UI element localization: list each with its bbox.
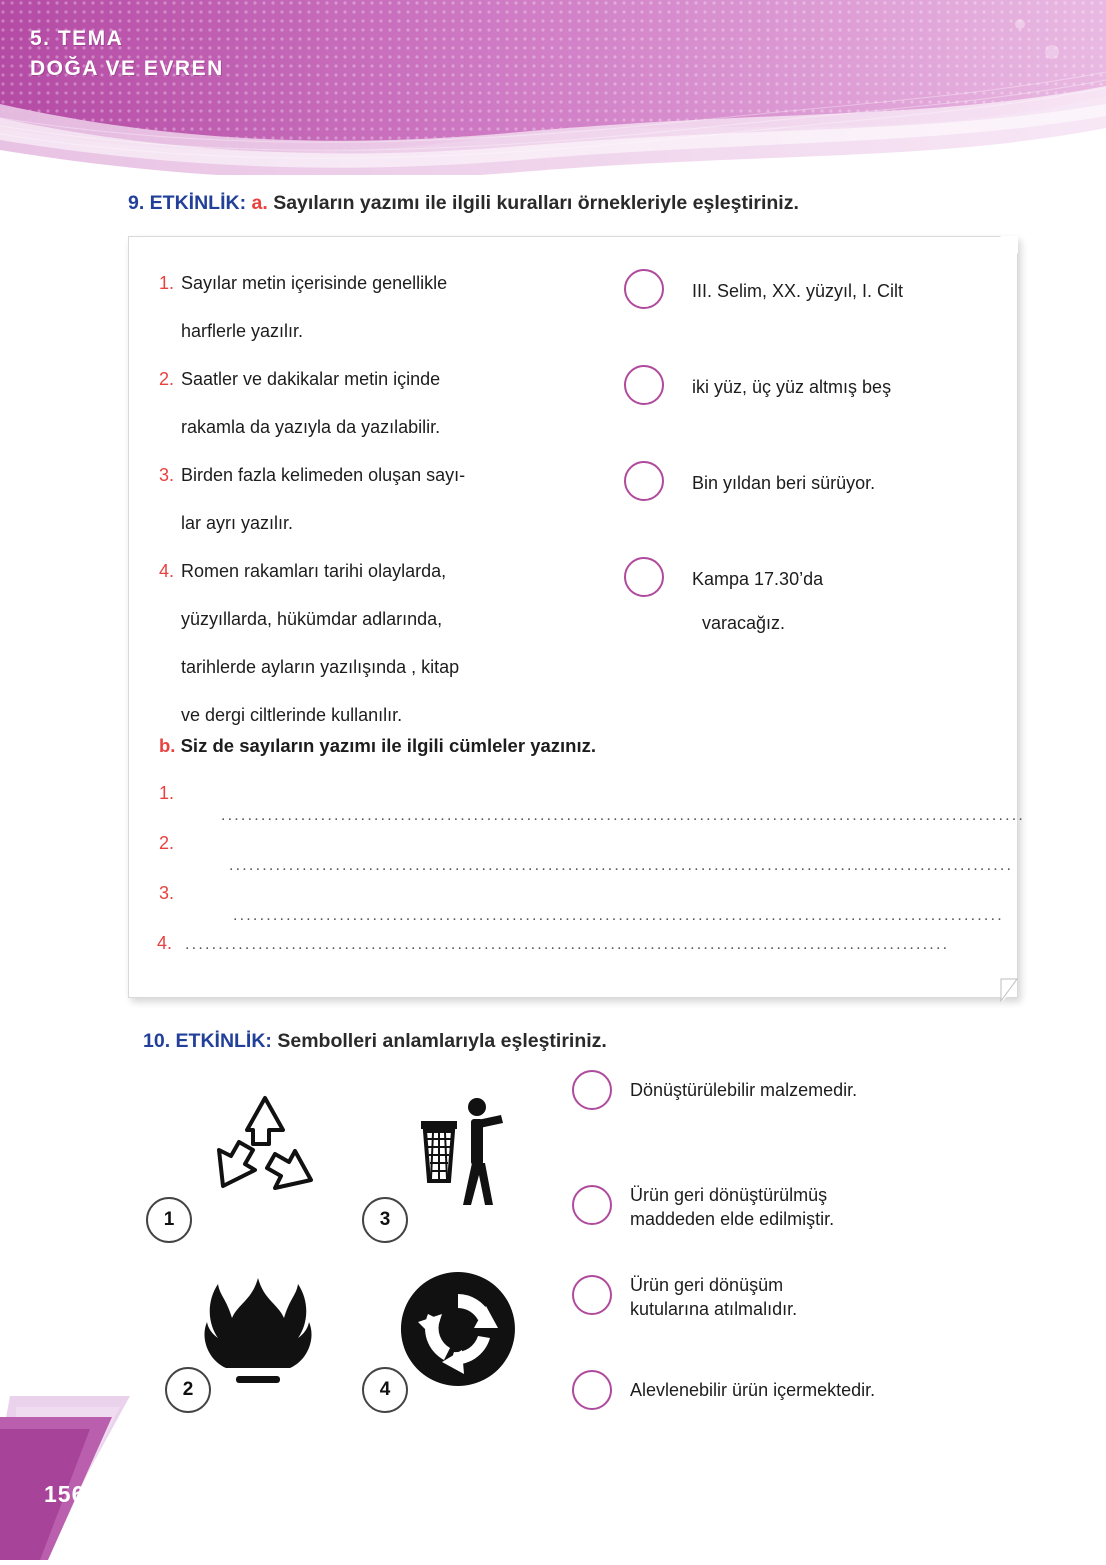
rule-line: Saatler ve dakikalar metin içinde: [181, 369, 441, 389]
meaning-line: Ürün geri dönüştürülmüş: [630, 1185, 828, 1205]
blank-dots: ......................................................................................................................: [229, 857, 1014, 874]
rule-line: Birden fazla kelimeden oluşan sayı-: [181, 465, 466, 485]
example-text: [692, 365, 891, 409]
examples-list: [624, 259, 994, 643]
rule-index: 1.: [159, 273, 175, 293]
recycling-arrows-icon: [195, 1088, 335, 1213]
meaning-text: [630, 1078, 857, 1102]
activity9-number: 9. ETKİNLİK:: [128, 192, 247, 214]
meaning-line: maddeden elde edilmiştir.: [630, 1209, 835, 1230]
part-b-letter: b.: [159, 735, 176, 756]
activity9-instruction: Sayıların yazımı ile ilgili kuralları örnekleriyle eşleştiriniz.: [273, 192, 799, 214]
answer-blank-3[interactable]: [159, 883, 1017, 925]
part-b-instruction: Siz de sayıların yazımı ile ilgili cümleler yazınız.: [180, 735, 596, 756]
activity9-heading: [128, 192, 799, 215]
blank-index: 1.: [159, 783, 175, 803]
blank-dots: ....................................................................................................................: [233, 907, 1004, 924]
symbol-badge-1[interactable]: 1: [146, 1197, 192, 1243]
rule-line: harflerle yazılır.: [181, 321, 304, 341]
theme-number: 5. TEMA: [30, 27, 124, 50]
meaning-text: [630, 1183, 834, 1232]
meaning-line: kutularına atılmalıdır.: [630, 1299, 798, 1320]
page-number-decoration: [0, 1395, 150, 1560]
symbol-badge-2[interactable]: 2: [165, 1367, 211, 1413]
rule-line: ve dergi ciltlerinde kullanılır.: [181, 705, 403, 725]
rule-line: Romen rakamları tarihi olaylarda,: [181, 561, 447, 581]
rule-item[interactable]: [159, 355, 609, 451]
blank-index: 2.: [159, 833, 175, 853]
rule-index: 4.: [159, 561, 175, 581]
symbol-badge-4[interactable]: 4: [362, 1367, 408, 1413]
symbol-badge-3[interactable]: 3: [362, 1197, 408, 1243]
theme-title: [30, 24, 224, 84]
rule-item[interactable]: [159, 547, 609, 739]
flammable-flame-icon: [198, 1272, 318, 1397]
rule-line: yüzyıllarda, hükümdar adlarında,: [181, 609, 443, 629]
match-circle[interactable]: [572, 1275, 612, 1315]
example-item[interactable]: [624, 547, 994, 643]
answer-blank-4[interactable]: [157, 933, 949, 954]
meaning-line: Dönüştürülebilir malzemedir.: [630, 1080, 858, 1100]
activity10-number: 10. ETKİNLİK:: [143, 1030, 272, 1052]
answer-blank-2[interactable]: [159, 833, 1017, 875]
example-line: Kampa 17.30’da: [692, 569, 824, 589]
match-circle[interactable]: [572, 1185, 612, 1225]
page-number: 156: [44, 1481, 86, 1507]
blank-dots: .........................................................................................................................: [221, 807, 1026, 824]
blank-index: 3.: [159, 883, 175, 903]
activity10-instruction: Sembolleri anlamlarıyla eşleştiriniz.: [277, 1030, 607, 1052]
activity9-part-letter: a.: [251, 192, 268, 214]
example-line: III. Selim, XX. yüzyıl, I. Cilt: [692, 281, 904, 301]
meaning-text: [630, 1273, 797, 1322]
meaning-text: [630, 1378, 875, 1402]
example-item[interactable]: [624, 451, 994, 547]
answer-blank-1[interactable]: [159, 783, 1025, 825]
example-text: [692, 461, 875, 505]
activity9-part-b-heading: [159, 735, 596, 757]
meaning-line: Ürün geri dönüşüm: [630, 1275, 784, 1295]
corner-fold-icon: [1000, 236, 1018, 254]
example-line: iki yüz, üç yüz altmış beş: [692, 377, 892, 397]
rule-text: [181, 547, 459, 739]
page-curl-icon: [981, 945, 1021, 1003]
match-circle[interactable]: [624, 365, 664, 405]
match-circle[interactable]: [624, 461, 664, 501]
rule-line: tarihlerde ayların yazılışında , kitap: [181, 657, 460, 677]
page-header-banner: [0, 0, 1106, 175]
rule-text: [181, 451, 465, 547]
rule-line: Sayılar metin içerisinde genellikle: [181, 273, 448, 293]
example-line: varacağız.: [702, 613, 786, 633]
match-circle[interactable]: [572, 1070, 612, 1110]
theme-name: DOĞA VE EVREN: [30, 56, 224, 80]
rule-text: [181, 355, 440, 451]
match-circle[interactable]: [572, 1370, 612, 1410]
activity9-panel: [128, 236, 1026, 998]
activity10-heading: [143, 1030, 607, 1053]
rule-line: lar ayrı yazılır.: [181, 513, 294, 533]
recycled-material-icon: [398, 1270, 518, 1393]
throw-in-bin-icon: [415, 1095, 525, 1215]
rule-item[interactable]: [159, 451, 609, 547]
rule-line: rakamla da yazıyla da yazılabilir.: [181, 417, 441, 437]
rule-index: 3.: [159, 465, 175, 485]
rule-text: [181, 259, 447, 355]
example-text: [692, 269, 903, 313]
match-circle[interactable]: [624, 557, 664, 597]
rules-list: [159, 259, 609, 739]
example-item[interactable]: [624, 259, 994, 355]
blank-dots: ...................................................................................................................: [185, 936, 950, 953]
meaning-line: Alevlenebilir ürün içermektedir.: [630, 1380, 876, 1400]
example-text: [692, 557, 823, 645]
example-line: Bin yıldan beri sürüyor.: [692, 473, 876, 493]
match-circle[interactable]: [624, 269, 664, 309]
example-item[interactable]: [624, 355, 994, 451]
rule-item[interactable]: [159, 259, 609, 355]
blank-index: 4.: [157, 933, 173, 953]
rule-index: 2.: [159, 369, 175, 389]
